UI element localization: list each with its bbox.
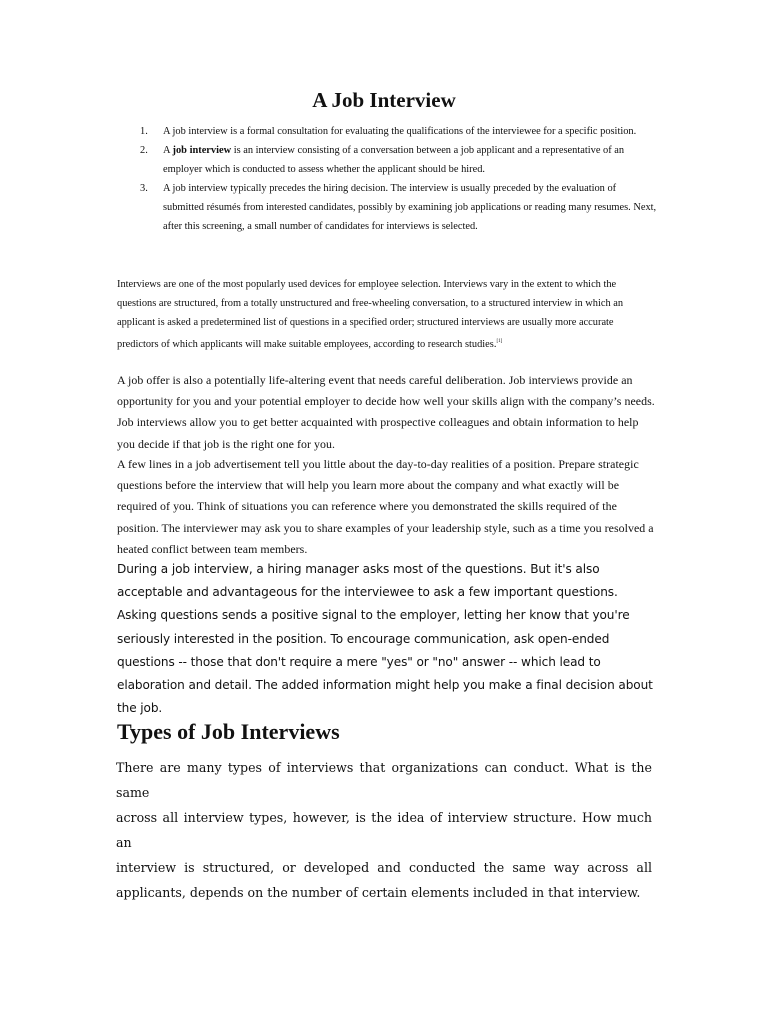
list-item-bold-term: job interview <box>172 145 232 156</box>
section-heading: Types of Job Interviews <box>117 719 340 744</box>
list-number: 2. <box>140 145 148 156</box>
list-item-text: is an interview consisting of a conversation between a job applicant and a representative of an employer which is conducted to assess whether the applicant should be hired. <box>163 145 625 175</box>
list-item-prefix: A <box>163 145 173 156</box>
document-title: A Job Interview <box>312 88 456 112</box>
numbered-list <box>118 122 658 236</box>
list-item <box>118 141 658 179</box>
list-number: 1. <box>140 126 148 137</box>
paragraph-line: applicants, depends on the number of certain elements included in that interview. <box>116 885 641 900</box>
list-item <box>118 179 658 236</box>
citation-ref: [1] <box>496 339 503 344</box>
paragraph-text: Interviews are one of the most popularly used devices for employee selection. Interviews vary in the extent to which the questions are structured, from a totally unstructured and free-wheeling conversation, to a structured interview in which an applicant is asked a predetermined list of questions in a specified order; structured interviews are usually more accurate predictors of which applicants will make suitable employees, according to research studies. <box>117 279 624 350</box>
paragraph-line: across all interview types, however, is the idea of interview structure. How much an <box>116 810 652 850</box>
paragraph-interviews-selection <box>117 275 653 354</box>
paragraph-advertisement: A few lines in a job advertisement tell you little about the day-to-day realities of a position. Prepare strategic questions before the interview that will help you learn more about the company and what exactly will be required of you. Think of situations you can reference where you demonstrated the skills required of the position. The interviewer may ask you to share examples of your leadership style, such as a time you resolved a heated conflict between team members. <box>117 457 654 556</box>
paragraph-line: There are many types of interviews that organizations can conduct. What is the same <box>116 760 652 800</box>
list-number: 3. <box>140 183 148 194</box>
list-item <box>118 122 658 141</box>
paragraph-interview-types <box>116 755 652 905</box>
paragraph-job-offer: A job offer is also a potentially life-altering event that needs careful deliberation. Job interviews provide an opportunity for you and your potential employer to decide how well your skills align with the company’s needs. Job interviews allow you to get better acquainted with prospective colleagues and obtain information to help you decide if that job is the right one for you. <box>117 373 655 451</box>
list-item-text: A job interview is a formal consultation for evaluating the qualifications of the interviewee for a specific position. <box>163 126 637 137</box>
paragraph-line: interview is structured, or developed and conducted the same way across all <box>116 860 652 875</box>
paragraph-asking-questions: During a job interview, a hiring manager asks most of the questions. But it's also acceptable and advantageous for the interviewee to ask a few important questions. Asking questions sends a positive signal to the employer, letting her know that you're seriously interested in the position. To encourage communication, ask open-ended questions -- those that don't require a mere "yes" or "no" answer -- which lead to elaboration and detail. The added information might help you make a final decision about the job. <box>117 562 653 716</box>
list-item-text: A job interview typically precedes the hiring decision. The interview is usually preceded by the evaluation of submitted résumés from interested candidates, possibly by examining job applications or reading many resumes. Next, after this screening, a small number of candidates for interviews is selected. <box>163 183 657 232</box>
